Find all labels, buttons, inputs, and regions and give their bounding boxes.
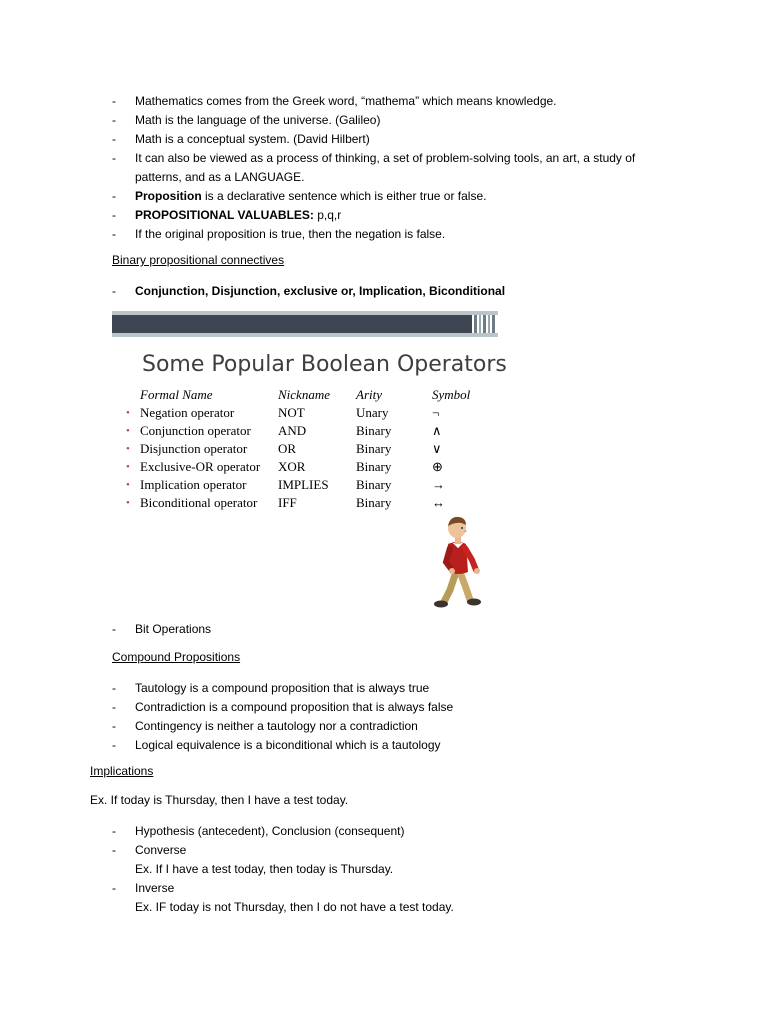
operator-name: Biconditional operator [140, 495, 258, 510]
list-item-text: Converse [135, 843, 187, 857]
list-item-text [135, 206, 341, 225]
row-bullet: • [126, 479, 130, 491]
list-item-text: Mathematics comes from the Greek word, “mathema” which means knowledge. [135, 94, 557, 108]
binary-bullet-list [0, 282, 768, 301]
bullet-dash: - [112, 151, 116, 165]
compound-propositions-heading: Compound Propositions [112, 650, 241, 664]
bullet-dash: - [112, 132, 116, 146]
intro-bullet-list [0, 92, 768, 244]
list-item-text: Bit Operations [135, 622, 212, 636]
bullet-dash: - [112, 284, 116, 298]
list-item [0, 736, 768, 755]
slide-title: Some Popular Boolean Operators [142, 352, 507, 377]
slide-header-bar [112, 311, 498, 337]
list-item-text: Math is a conceptual system. (David Hilbert) [135, 132, 370, 146]
compound-bullet-list [0, 679, 768, 755]
header-symbol: Symbol [432, 387, 471, 402]
list-item [0, 187, 768, 206]
header-nickname: Nickname [278, 387, 330, 402]
row-bullet: • [126, 407, 130, 419]
operator-nickname: AND [278, 423, 307, 438]
operator-nickname: XOR [278, 459, 306, 474]
list-item-text: Hypothesis (antecedent), Conclusion (consequent) [135, 824, 405, 838]
bullet-dash: - [112, 113, 116, 127]
operator-symbol: → [432, 477, 445, 492]
list-item-continuation: Ex. If I have a test today, then today is Thursday. [135, 862, 394, 876]
list-item-text: Math is the language of the universe. (Galileo) [135, 113, 381, 127]
bullet-dash: - [112, 719, 116, 733]
bullet-dash: - [112, 700, 116, 714]
header-arity: Arity [356, 387, 382, 402]
list-item [0, 111, 768, 130]
implication-example: Ex. If today is Thursday, then I have a test today. [90, 793, 349, 807]
list-item [0, 822, 768, 841]
header-formal-name: Formal Name [140, 387, 213, 402]
bullet-dash: - [112, 94, 116, 108]
operator-nickname: NOT [278, 405, 305, 420]
operator-nickname: OR [278, 441, 297, 456]
bullet-dash: - [112, 681, 116, 695]
bullet-dash: - [112, 189, 116, 203]
bullet-dash: - [112, 208, 116, 222]
operator-nickname: IMPLIES [278, 477, 329, 492]
operator-arity: Binary [356, 495, 392, 510]
term-propositional-variables: PROPOSITIONAL VALUABLES: [135, 208, 314, 222]
list-item [0, 698, 768, 717]
implications-bullet-list [0, 822, 768, 917]
operator-name: Implication operator [140, 477, 247, 492]
list-item-text: Logical equivalence is a biconditional which is a tautology [135, 738, 441, 752]
operator-name: Exclusive-OR operator [140, 459, 261, 474]
list-item [0, 149, 768, 187]
term-proposition: Proposition [135, 189, 202, 203]
bullet-dash: - [112, 227, 116, 241]
table-header-row [126, 386, 486, 404]
table-row [126, 458, 486, 476]
list-item [0, 841, 768, 879]
list-item-text: If the original proposition is true, then the negation is false. [135, 227, 446, 241]
bullet-dash: - [112, 824, 116, 838]
walking-man-icon [430, 514, 486, 610]
table-row [126, 440, 486, 458]
list-item-text: Contingency is neither a tautology nor a contradiction [135, 719, 418, 733]
operator-symbol: ∧ [432, 423, 442, 438]
list-item [0, 92, 768, 111]
list-item-text: It can also be viewed as a process of thinking, a set of problem-solving tools, an art, a study of [135, 151, 636, 165]
list-item-text: Conjunction, Disjunction, exclusive or, Implication, Biconditional [135, 284, 506, 298]
operator-arity: Binary [356, 459, 392, 474]
list-item-text [135, 187, 486, 206]
operator-name: Negation operator [140, 405, 235, 420]
bullet-dash: - [112, 738, 116, 752]
operator-arity: Binary [356, 477, 392, 492]
list-item-continuation: patterns, and as a LANGUAGE. [135, 170, 305, 184]
operator-name: Conjunction operator [140, 423, 251, 438]
bullet-dash: - [112, 843, 116, 857]
list-item-text: Contradiction is a compound proposition that is always false [135, 700, 454, 714]
row-bullet: • [126, 497, 130, 509]
definition-text: p,q,r [313, 208, 342, 222]
bullet-dash: - [112, 881, 116, 895]
boolean-operators-slide [112, 311, 507, 611]
operator-symbol: ⊕ [432, 459, 443, 474]
operator-symbol: ↔ [432, 495, 445, 510]
row-bullet: • [126, 425, 130, 437]
binary-connectives-heading: Binary propositional connectives [112, 253, 285, 267]
table-row [126, 476, 486, 494]
operator-symbol: ∨ [432, 441, 442, 456]
operator-nickname: IFF [278, 495, 297, 510]
list-item-continuation: Ex. IF today is not Thursday, then I do not have a test today. [135, 900, 454, 914]
operator-arity: Unary [356, 405, 389, 420]
operator-arity: Binary [356, 423, 392, 438]
table-row [126, 404, 486, 422]
table-row [126, 494, 486, 512]
row-bullet: • [126, 443, 130, 455]
bullet-dash: - [112, 622, 116, 636]
operator-name: Disjunction operator [140, 441, 248, 456]
table-row [126, 422, 486, 440]
list-item [0, 282, 768, 301]
bit-operations-list [0, 620, 768, 639]
operator-symbol: ¬ [432, 405, 440, 420]
list-item [0, 130, 768, 149]
list-item [0, 225, 768, 244]
list-item-text: Inverse [135, 881, 175, 895]
implications-heading: Implications [90, 764, 154, 778]
list-item [0, 620, 768, 639]
row-bullet: • [126, 461, 130, 473]
list-item [0, 717, 768, 736]
definition-text: is a declarative sentence which is either true or false. [201, 189, 487, 203]
list-item [0, 679, 768, 698]
list-item [0, 206, 768, 225]
list-item [0, 879, 768, 917]
operators-table [126, 386, 486, 512]
operator-arity: Binary [356, 441, 392, 456]
list-item-text: Tautology is a compound proposition that is always true [135, 681, 430, 695]
